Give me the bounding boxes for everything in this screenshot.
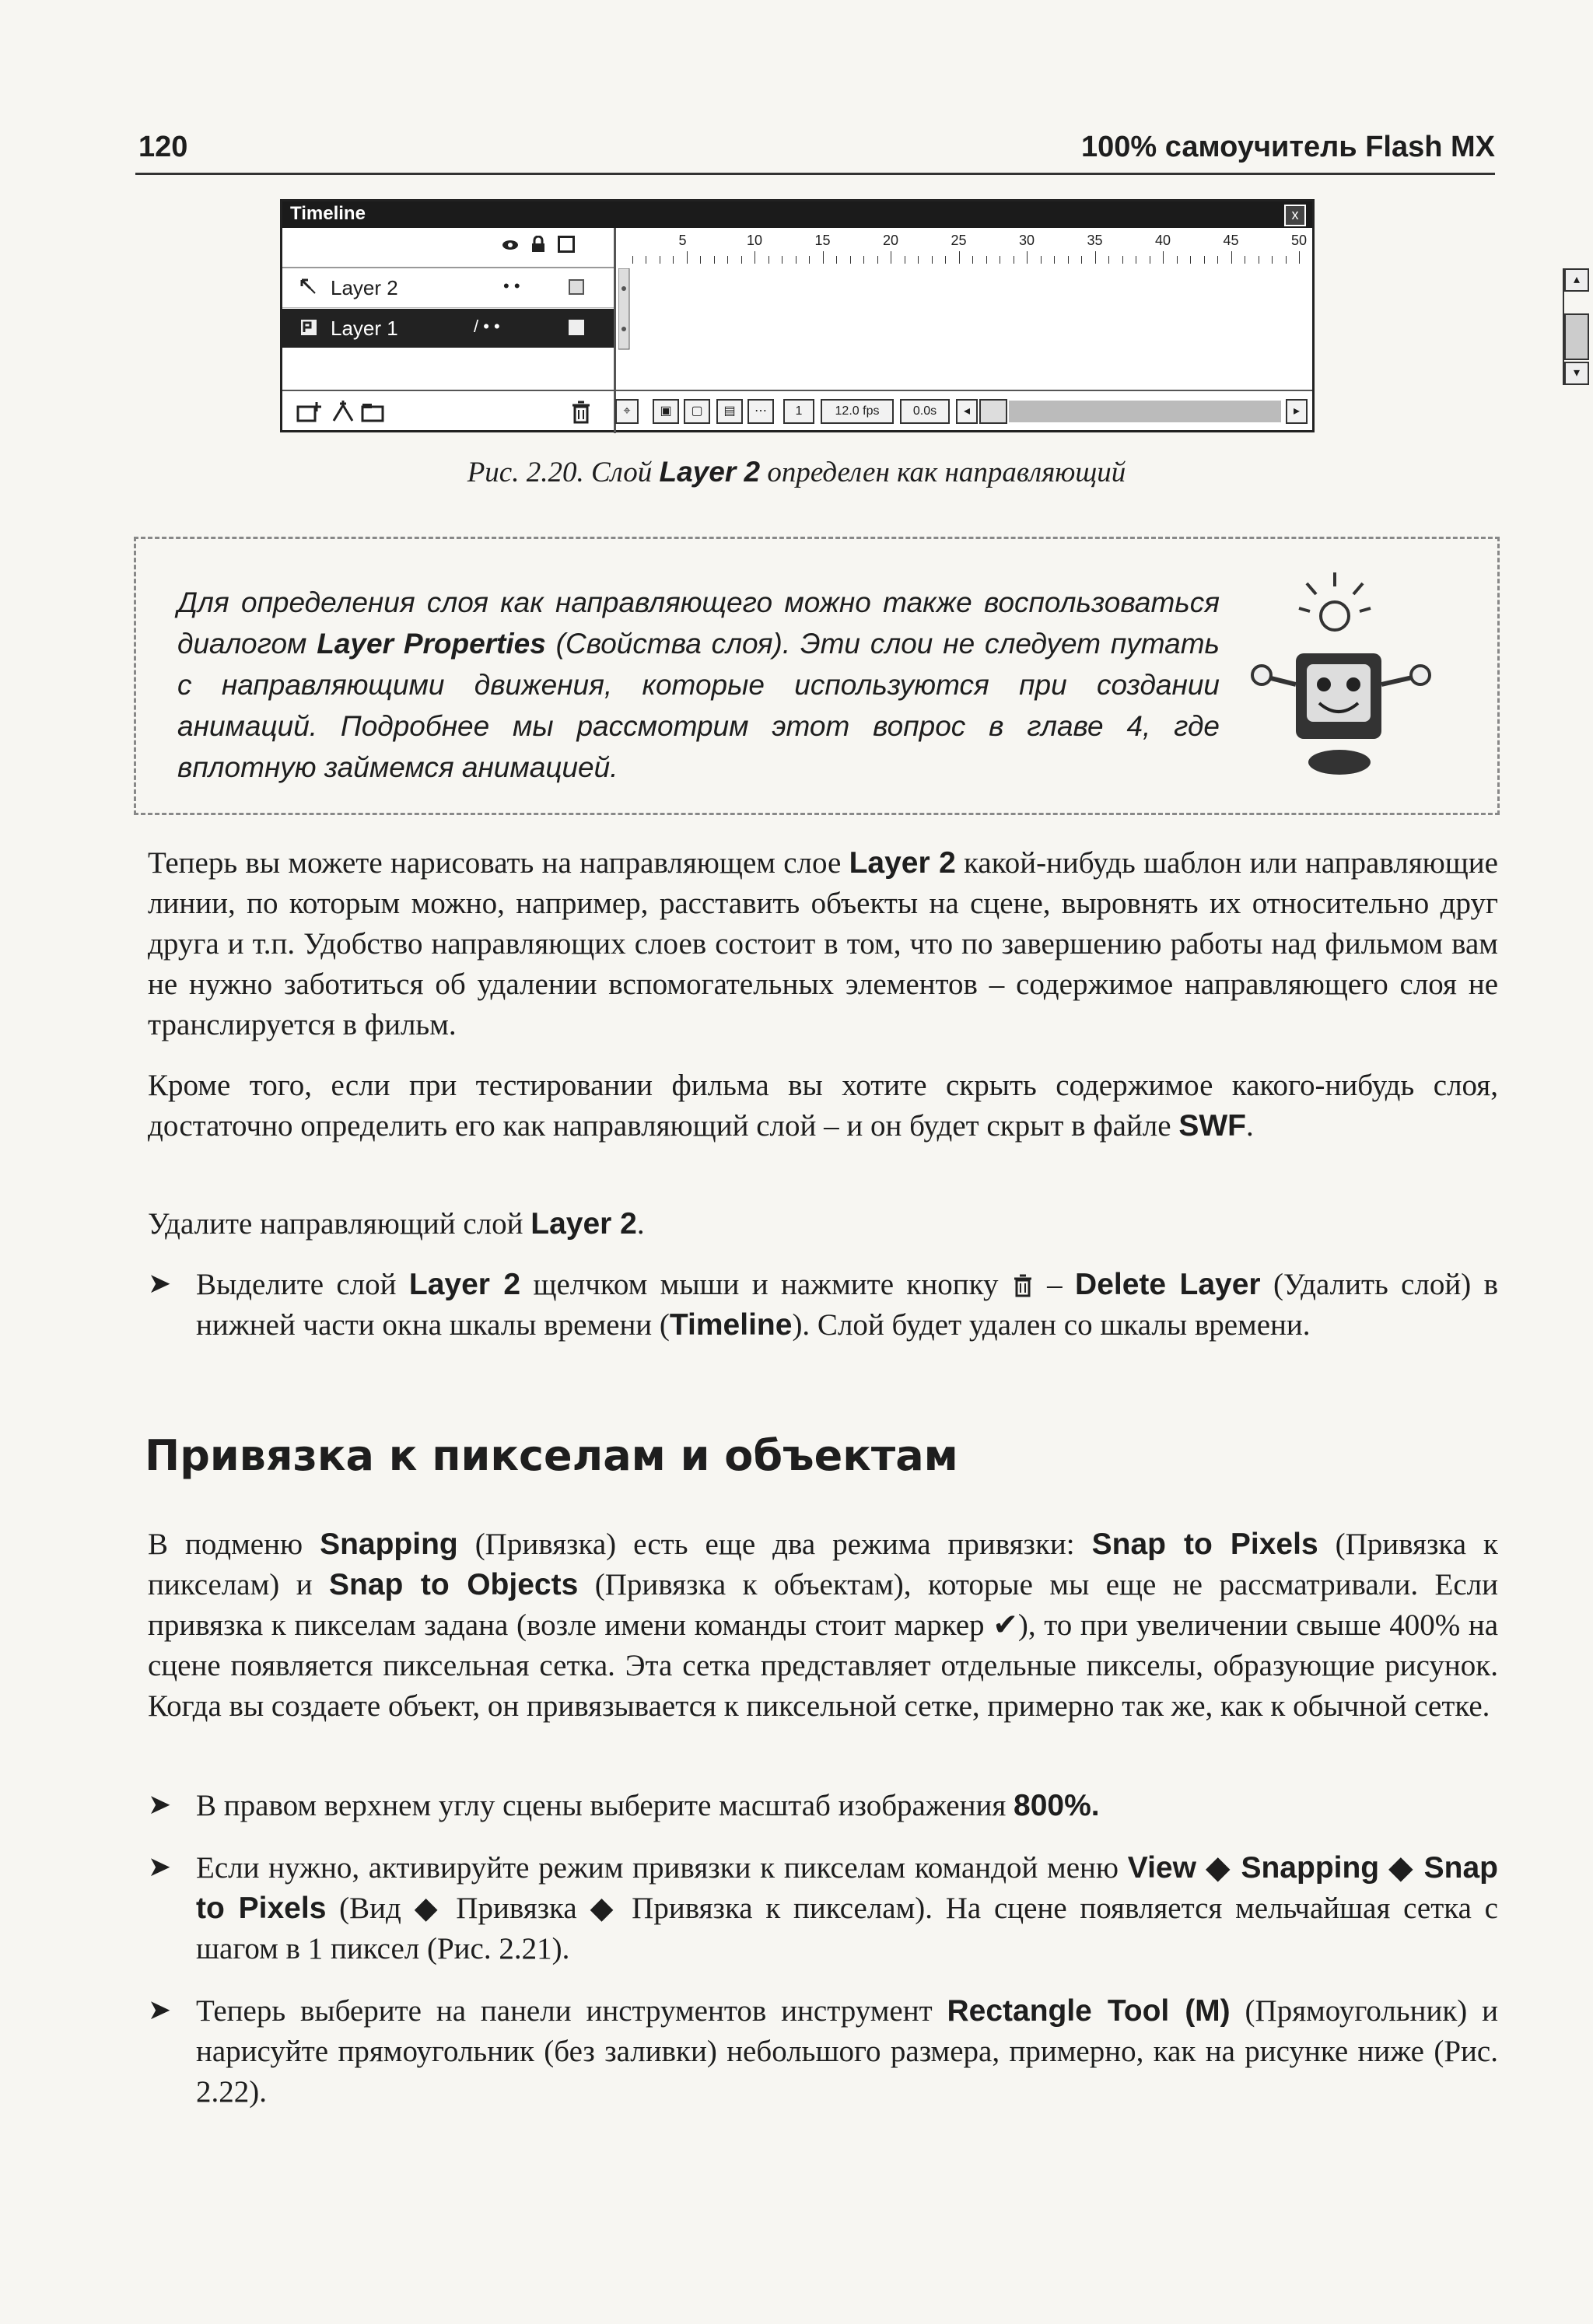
text: ). Слой будет удален со шкалы времени.	[792, 1308, 1311, 1342]
list-item	[148, 1848, 1498, 1969]
caption-prefix: Рис. 2.20. Слой	[467, 457, 660, 488]
ruler-tick	[945, 256, 946, 264]
ruler-tick	[1054, 256, 1055, 264]
ruler-tick	[700, 256, 701, 264]
command-name: Snap to Pixels	[1091, 1528, 1318, 1561]
lock-icon[interactable]	[530, 236, 547, 253]
modify-onion-markers-button[interactable]: ⋯	[747, 399, 774, 424]
ruler-tick	[823, 251, 824, 264]
caption-suffix: определен как направляющий	[760, 457, 1126, 488]
text: щелчком мыши и нажмите кнопку	[520, 1268, 1011, 1301]
outline-icon[interactable]	[558, 236, 575, 253]
ruler-label: 5	[678, 233, 687, 248]
ruler-label: 25	[951, 233, 967, 248]
list-item	[148, 1265, 1498, 1346]
ruler-tick	[727, 256, 728, 264]
scroll-left-button[interactable]: ◂	[956, 399, 978, 424]
elapsed-time-field[interactable]: 0.0s	[900, 399, 950, 424]
text: (Удалить слой) в нижней части окна шкалы времени (	[196, 1268, 1499, 1342]
text: (Привязка) есть еще два режима привязки:	[457, 1528, 1092, 1561]
paragraph-hide-layer	[148, 1066, 1498, 1146]
ruler-tick	[809, 256, 810, 264]
onion-skin-outlines-button[interactable]: ▢	[684, 399, 710, 424]
eye-icon[interactable]	[502, 236, 519, 253]
book-title: 100% самоучитель Flash MX	[1081, 131, 1495, 163]
arrow-bullet-icon: ➤	[148, 1268, 172, 1299]
text: (Прямоугольник) и нарисуйте прямоугольник (без заливки) небольшого размера, примерно, как на рисунке ниже (Рис. 2.22).	[196, 1994, 1499, 2109]
arrow-bullet-icon: ➤	[148, 1789, 172, 1820]
arrow-bullet-icon: ➤	[148, 1851, 172, 1882]
text: Если нужно, активируйте режим привязки к пикселам командой меню	[196, 1851, 1128, 1885]
scroll-thumb[interactable]	[1564, 313, 1589, 360]
ruler-tick	[1163, 251, 1164, 264]
ruler-label: 50	[1291, 233, 1308, 248]
timeline-panel	[280, 199, 1581, 432]
command-name: Snap to Objects	[329, 1568, 579, 1601]
scroll-right-button[interactable]: ▸	[1286, 399, 1308, 424]
layer-name: Layer 1	[331, 317, 398, 340]
ruler-tick	[1122, 256, 1123, 264]
layer-status-marks[interactable]: / • •	[474, 317, 500, 336]
ruler-tick	[863, 256, 864, 264]
ruler-tick	[918, 256, 919, 264]
layer-outline-square[interactable]	[569, 320, 584, 335]
center-frame-button[interactable]: ⌖	[615, 399, 639, 424]
note-part: (Свойства слоя). Эти слои не следует путать с направляющими движения, которые используются при создании анимаций. Подробнее мы рассмотрим этот вопрос в главе 4, где вплотную займемся анимацией.	[177, 628, 1220, 783]
ruler-tick	[1041, 256, 1042, 264]
ruler-label: 45	[1223, 233, 1239, 248]
ruler-tick	[1081, 256, 1082, 264]
ruler-tick	[714, 256, 715, 264]
arrow-bullet-icon: ➤	[148, 1994, 172, 2025]
trash-icon	[1011, 1272, 1035, 1299]
list-item	[148, 1786, 1498, 1826]
text: Кроме того, если при тестировании фильма вы хотите скрыть содержимое какого-нибудь слоя, достаточно определить его как направляющий слой – и он будет скрыт в файле	[148, 1069, 1498, 1143]
ruler-tick	[741, 256, 742, 264]
ruler-tick	[836, 256, 837, 264]
text: (Вид ◆ Привязка ◆ Привязка к пикселам). На сцене появляется мельчайшая сетка с шагом в 1 пиксел (Рис. 2.21).	[196, 1892, 1498, 1965]
ruler-tick	[687, 251, 688, 264]
ruler-label: 15	[814, 233, 831, 248]
caption-layer-name: Layer 2	[659, 456, 761, 488]
text: Удалите направляющий слой	[148, 1207, 531, 1241]
layer-name: Layer 2	[331, 276, 398, 299]
file-format: SWF	[1178, 1109, 1246, 1143]
ruler-tick	[1177, 256, 1178, 264]
layer-name: Layer 2	[530, 1207, 637, 1241]
add-guide-layer-icon[interactable]	[331, 399, 357, 424]
text: В подменю	[148, 1528, 320, 1561]
layer-row-layer-1[interactable]	[282, 309, 614, 348]
ruler-label: 35	[1087, 233, 1103, 248]
insert-folder-icon[interactable]	[360, 399, 385, 424]
horizontal-scrollbar[interactable]	[956, 399, 1308, 424]
timeline-title: Timeline	[290, 203, 366, 224]
frame-grid[interactable]	[618, 268, 1281, 362]
ruler-tick	[1272, 256, 1273, 264]
ruler-label: 20	[883, 233, 899, 248]
ruler-tick	[1027, 251, 1028, 264]
section-heading: Привязка к пикселам и объектам	[145, 1431, 958, 1480]
ruler-tick	[1299, 251, 1300, 264]
ruler-tick	[1068, 256, 1069, 264]
note-text	[177, 582, 1220, 788]
scroll-down-button[interactable]: ▾	[1564, 362, 1589, 385]
ruler-label: 10	[747, 233, 763, 248]
insert-layer-icon[interactable]	[295, 399, 326, 424]
delete-layer-icon[interactable]	[570, 399, 592, 424]
text: –	[1034, 1268, 1076, 1301]
text: Выделите слой	[196, 1268, 409, 1301]
paragraph-delete-guide	[148, 1204, 1498, 1244]
layer-name: Layer 2	[849, 846, 956, 880]
paragraph-guide-usage	[148, 843, 1498, 1045]
text: .	[1245, 1109, 1254, 1143]
ruler-tick	[1217, 256, 1218, 264]
guide-layer-icon	[299, 278, 318, 296]
edit-multiple-frames-button[interactable]: ▤	[716, 399, 743, 424]
current-frame-field[interactable]: 1	[783, 399, 814, 424]
ruler-tick	[673, 256, 674, 264]
command-name: Delete Layer	[1075, 1268, 1261, 1301]
ruler-label: 30	[1019, 233, 1035, 248]
text: В правом верхнем углу сцены выберите масштаб изображения	[196, 1789, 1014, 1822]
ruler-tick	[877, 256, 878, 264]
computer-mascot-icon	[1241, 568, 1444, 793]
tool-name: Rectangle Tool (M)	[947, 1994, 1231, 2028]
panel-name: Timeline	[669, 1308, 793, 1342]
scroll-up-button[interactable]: ▴	[1564, 268, 1589, 292]
text: (Привязка к пикселам) и	[148, 1528, 1498, 1601]
timeline-toolbar	[282, 390, 1312, 432]
layer-name: Layer 2	[408, 1268, 521, 1301]
ruler-tick	[932, 256, 933, 264]
list-item	[148, 1991, 1498, 2112]
ruler-tick	[986, 256, 987, 264]
ruler-tick	[768, 256, 769, 264]
menu-path: View ◆ Snapping ◆ Snap to Pixels	[196, 1851, 1498, 1925]
ruler-tick	[972, 256, 973, 264]
frame-rate-field[interactable]: 12.0 fps	[821, 399, 894, 424]
layer-status-marks[interactable]: • •	[503, 276, 520, 296]
scroll-track[interactable]	[1009, 401, 1281, 422]
text: Теперь вы можете нарисовать на направляющем слое	[148, 846, 849, 880]
close-icon[interactable]: x	[1284, 205, 1306, 226]
ruler-tick	[1231, 251, 1232, 264]
ruler-tick	[1190, 256, 1191, 264]
zoom-value: 800%.	[1014, 1789, 1100, 1822]
ruler-tick	[1204, 256, 1205, 264]
onion-skin-button[interactable]: ▣	[653, 399, 679, 424]
ruler-tick	[1095, 251, 1096, 264]
layer-header	[282, 228, 614, 268]
layer-icon	[299, 318, 318, 337]
scroll-thumb[interactable]	[979, 399, 1007, 424]
page-number: 120	[138, 131, 188, 163]
text: ), то при увеличении свыше 400% на сцене появляется пиксельная сетка. Эта сетка представляет отдельные пикселы, образующие рисунок. Когда вы создаете объект, он привязывается к пиксельной сетке, примерно так же, как к обычной сетке.	[148, 1608, 1499, 1723]
ruler-tick	[850, 256, 851, 264]
ruler-tick	[1108, 256, 1109, 264]
ruler-tick	[632, 256, 633, 264]
timeline-title-bar	[282, 201, 1312, 228]
frame-ruler[interactable]	[618, 231, 1312, 265]
figure-caption	[0, 456, 1593, 489]
layer-outline-square[interactable]	[569, 279, 584, 295]
ruler-tick	[754, 251, 755, 264]
ruler-tick	[1286, 256, 1287, 264]
text: (Привязка к объектам), которые мы еще не рассматривали. Если привязка к пикселам задана (возле имени команды стоит маркер	[148, 1568, 1498, 1642]
menu-name: Snapping	[320, 1528, 458, 1561]
vertical-scrollbar[interactable]	[1563, 268, 1591, 385]
text: .	[636, 1207, 645, 1241]
note-part: Для определения слоя как направляющего можно также воспользоваться диалогом	[177, 586, 1220, 660]
ruler-tick	[959, 251, 960, 264]
paragraph-snapping	[148, 1524, 1498, 1727]
note-layer-properties: Layer Properties	[317, 628, 546, 660]
layer-row-layer-2[interactable]	[282, 268, 614, 308]
checkmark-icon: ✔	[993, 1608, 1018, 1642]
text: какой-нибудь шаблон или направляющие линии, по которым можно, например, расставить объекты на сцене, выровнять их относительно друг друга и т.п. Удобство направляющих слоев состоит в том, что по завершению работы над фильмом вам не нужно заботиться об удалении вспомогательных элементов – содержимое направляющего слоя не транслируется в фильм.	[148, 846, 1498, 1041]
ruler-label: 40	[1155, 233, 1171, 248]
text: Теперь выберите на панели инструментов инструмент	[196, 1994, 947, 2028]
header-rule	[135, 173, 1495, 175]
